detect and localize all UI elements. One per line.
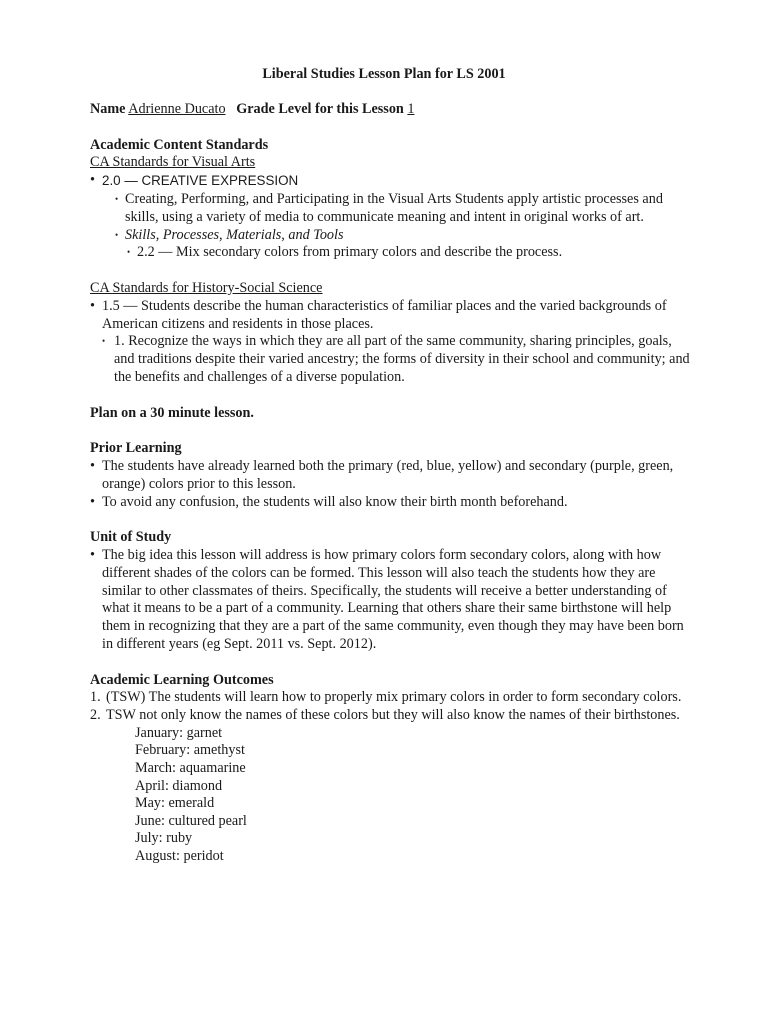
birthstone-item: January: garnet [135, 724, 223, 741]
bullet-icon: • [115, 193, 119, 204]
name-label: Name [90, 101, 126, 117]
birthstone-item: July: ruby [135, 830, 193, 847]
plan-duration: Plan on a 30 minute lesson. [90, 404, 254, 421]
unit-of-study-heading: Unit of Study [90, 529, 172, 546]
birthstone-item: April: diamond [135, 777, 223, 794]
prior-learning-item: • To avoid any confusion, the students will also know their birth month beforehand. [90, 493, 568, 510]
bullet-icon: • [90, 493, 95, 510]
unit-of-study-item: • The big idea this lesson will address is how primary colors form secondary colors, along with how different shades of the colors can be formed. This lesson will also teach the students how they are similar to other classmates of theirs. Specifically, the students will receive a better understanding of what it means to be a part of a community. Learning that others share their same birthstone will help them in recognizing that they are a part of the same community, even though they may have been born in different years (eg Sept. 2011 vs. Sept. 2012). [90, 546, 684, 652]
history-sub-item: • 1. Recognize the ways in which they are all part of the same community, sharing principles, goals, and traditions despite their varied ancestry; the forms of diversity in their school and community; and the benefits and challenges of a diverse population. [102, 333, 690, 385]
document-body [90, 101, 690, 866]
visual-arts-sub-sub-item: • Skills, Processes, Materials, and Tools [115, 226, 344, 243]
learning-outcome-item: 2. TSW not only know the names of these colors but they will also know the names of their birthstones. [90, 707, 680, 724]
visual-arts-item: • 2.0 — CREATIVE EXPRESSION [90, 172, 299, 189]
grade-value: 1 [407, 101, 415, 117]
birthstone-list [90, 725, 690, 866]
bullet-icon: • [115, 229, 119, 240]
bullet-icon: • [90, 457, 95, 474]
document-title: Liberal Studies Lesson Plan for LS 2001 [262, 66, 506, 82]
name-line [90, 101, 690, 119]
bullet-icon: • [90, 546, 95, 563]
history-item: • 1.5 — Students describe the human characteristics of familiar places and the varied backgrounds of American citizens and residents in those places. [90, 297, 667, 332]
learning-outcome-item: 1. (TSW) The students will learn how to properly mix primary colors in order to form secondary colors. [90, 689, 682, 706]
prior-learning-item: • The students have already learned both the primary (red, blue, yellow) and secondary (purple, green, orange) colors prior to this lesson. [90, 457, 674, 492]
prior-learning-heading: Prior Learning [90, 440, 182, 457]
bullet-icon: • [90, 297, 95, 314]
grade-label: Grade Level for this Lesson [236, 101, 404, 117]
history-heading: CA Standards for History-Social Science [90, 279, 323, 296]
visual-arts-heading: CA Standards for Visual Arts [90, 154, 256, 171]
birthstone-item: May: emerald [135, 795, 215, 812]
birthstone-item: August: peridot [135, 848, 224, 865]
birthstone-item: June: cultured pearl [135, 812, 247, 829]
learning-outcomes-heading: Academic Learning Outcomes [90, 671, 274, 688]
bullet-icon: • [90, 172, 95, 189]
birthstone-item: March: aquamarine [135, 760, 246, 777]
standards-heading: Academic Content Standards [90, 136, 269, 153]
visual-arts-sub-item: • Creating, Performing, and Participating in the Visual Arts Students apply artistic processes and skills, using a variety of media to communicate meaning and intent in original works of art. [115, 190, 663, 225]
bullet-icon: • [102, 336, 106, 347]
birthstone-item: February: amethyst [135, 742, 245, 759]
name-value: Adrienne Ducato [128, 101, 226, 117]
bullet-icon: • [127, 247, 131, 258]
visual-arts-sub-sub-sub-item: • 2.2 — Mix secondary colors from primary colors and describe the process. [127, 244, 563, 261]
